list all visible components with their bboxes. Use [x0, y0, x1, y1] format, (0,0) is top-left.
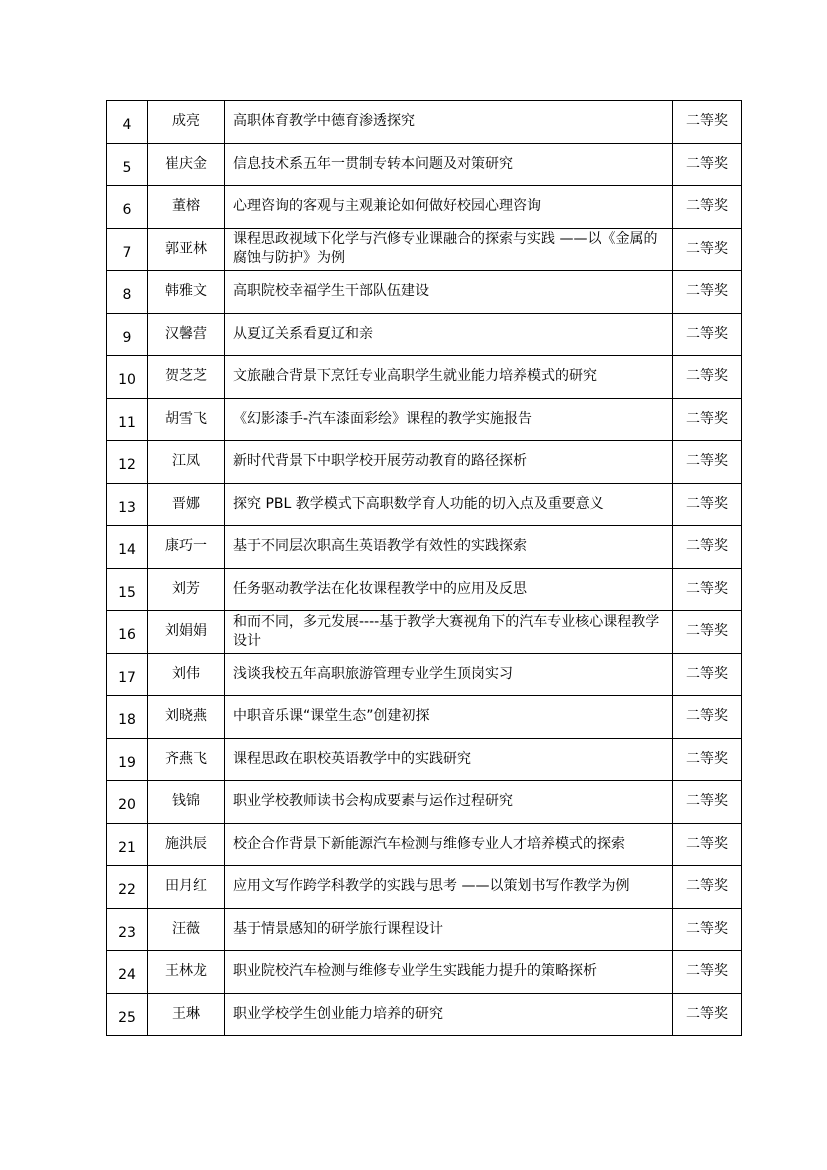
- award-level: 二等奖: [686, 878, 728, 895]
- paper-title: 高职院校幸福学生干部队伍建设: [233, 283, 429, 300]
- row-number: 23: [118, 924, 136, 941]
- award-level-cell: [673, 781, 742, 824]
- paper-title: 探究 PBL 教学模式下高职数学育人功能的切入点及重要意义: [233, 495, 604, 512]
- paper-title: 职业学校学生创业能力培养的研究: [233, 1005, 443, 1022]
- author-name: 贺芝芝: [165, 368, 207, 385]
- author-name: 胡雪飞: [165, 410, 207, 427]
- author-name-cell: [148, 866, 225, 909]
- paper-title-cell: [225, 611, 673, 654]
- row-number-cell: [107, 186, 148, 229]
- author-name: 汉馨营: [165, 325, 207, 342]
- author-name-cell: [148, 823, 225, 866]
- award-level: 二等奖: [686, 325, 728, 342]
- paper-title-cell: [225, 993, 673, 1036]
- row-number: 22: [118, 882, 136, 899]
- paper-title-cell: [225, 483, 673, 526]
- paper-title: 新时代背景下中职学校开展劳动教育的路径探析: [233, 453, 527, 470]
- paper-title: 《幻影漆手-汽车漆面彩绘》课程的教学实施报告: [233, 410, 533, 427]
- table-row: [107, 653, 742, 696]
- row-number: 16: [118, 627, 136, 644]
- award-level: 二等奖: [686, 623, 728, 640]
- paper-title-cell: [225, 738, 673, 781]
- author-name-cell: [148, 653, 225, 696]
- author-name-cell: [148, 186, 225, 229]
- row-number-cell: [107, 228, 148, 271]
- table-row: [107, 441, 742, 484]
- table-row: [107, 993, 742, 1036]
- row-number: 10: [118, 372, 136, 389]
- award-level-cell: [673, 823, 742, 866]
- paper-title: 基于不同层次职高生英语教学有效性的实践探索: [233, 538, 527, 555]
- row-number: 8: [122, 287, 132, 304]
- award-level-cell: [673, 186, 742, 229]
- paper-title: 浅谈我校五年高职旅游管理专业学生顶岗实习: [233, 665, 513, 682]
- table-row: [107, 271, 742, 314]
- paper-title: 和而不同，多元发展----基于教学大赛视角下的汽车专业核心课程教学设计: [233, 613, 660, 649]
- author-name: 刘晓燕: [165, 708, 207, 725]
- award-level: 二等奖: [686, 920, 728, 937]
- paper-title-cell: [225, 696, 673, 739]
- author-name-cell: [148, 356, 225, 399]
- author-name: 齐燕飞: [165, 750, 207, 767]
- award-level: 二等奖: [686, 113, 728, 130]
- row-number: 19: [118, 754, 136, 771]
- table-row: [107, 568, 742, 611]
- row-number-cell: [107, 611, 148, 654]
- author-name: 王琳: [172, 1005, 200, 1022]
- table-row: [107, 143, 742, 186]
- award-list-table: [106, 100, 742, 1036]
- award-level-cell: [673, 653, 742, 696]
- award-level-cell: [673, 441, 742, 484]
- author-name: 田月红: [165, 878, 207, 895]
- paper-title: 心理咨询的客观与主观兼论如何做好校园心理咨询: [233, 198, 541, 215]
- author-name-cell: [148, 228, 225, 271]
- author-name-cell: [148, 313, 225, 356]
- award-level: 二等奖: [686, 665, 728, 682]
- paper-title-cell: [225, 271, 673, 314]
- author-name: 董榕: [172, 198, 200, 215]
- paper-title-cell: [225, 951, 673, 994]
- paper-title-cell: [225, 568, 673, 611]
- row-number: 14: [118, 542, 136, 559]
- row-number-cell: [107, 101, 148, 144]
- paper-title: 应用文写作跨学科教学的实践与思考 ——以策划书写作教学为例: [233, 878, 630, 895]
- row-number-cell: [107, 781, 148, 824]
- table-row: [107, 483, 742, 526]
- author-name: 晋娜: [172, 495, 200, 512]
- paper-title-cell: [225, 356, 673, 399]
- row-number-cell: [107, 738, 148, 781]
- table-row: [107, 526, 742, 569]
- paper-title-cell: [225, 398, 673, 441]
- paper-title-cell: [225, 228, 673, 271]
- row-number-cell: [107, 526, 148, 569]
- paper-title-cell: [225, 823, 673, 866]
- table-row: [107, 951, 742, 994]
- row-number: 21: [118, 839, 136, 856]
- author-name-cell: [148, 101, 225, 144]
- author-name-cell: [148, 611, 225, 654]
- row-number-cell: [107, 313, 148, 356]
- author-name: 刘伟: [172, 665, 200, 682]
- row-number: 24: [118, 967, 136, 984]
- table-row: [107, 611, 742, 654]
- author-name: 江凤: [172, 453, 200, 470]
- award-level-cell: [673, 696, 742, 739]
- row-number: 6: [122, 202, 132, 219]
- award-level-cell: [673, 993, 742, 1036]
- paper-title: 中职音乐课“课堂生态”创建初探: [233, 708, 430, 725]
- paper-title-cell: [225, 143, 673, 186]
- paper-title: 课程思政视域下化学与汽修专业课融合的探索与实践 ——以《金属的腐蚀与防护》为例: [233, 231, 658, 267]
- row-number: 17: [118, 669, 136, 686]
- paper-title: 从夏辽关系看夏辽和亲: [233, 325, 373, 342]
- award-level-cell: [673, 951, 742, 994]
- table-row: [107, 823, 742, 866]
- table-row: [107, 313, 742, 356]
- award-level: 二等奖: [686, 580, 728, 597]
- award-level-cell: [673, 313, 742, 356]
- row-number-cell: [107, 823, 148, 866]
- award-level-cell: [673, 143, 742, 186]
- row-number: 5: [122, 159, 132, 176]
- author-name-cell: [148, 781, 225, 824]
- row-number-cell: [107, 696, 148, 739]
- paper-title-cell: [225, 866, 673, 909]
- author-name: 成亮: [172, 113, 200, 130]
- paper-title-cell: [225, 441, 673, 484]
- paper-title: 校企合作背景下新能源汽车检测与维修专业人才培养模式的探索: [233, 835, 625, 852]
- award-level-cell: [673, 568, 742, 611]
- paper-title-cell: [225, 526, 673, 569]
- award-level-cell: [673, 611, 742, 654]
- paper-title: 基于情景感知的研学旅行课程设计: [233, 920, 443, 937]
- author-name-cell: [148, 526, 225, 569]
- award-level-cell: [673, 526, 742, 569]
- table-row: [107, 101, 742, 144]
- award-level: 二等奖: [686, 1005, 728, 1022]
- author-name: 施洪辰: [165, 835, 207, 852]
- row-number-cell: [107, 568, 148, 611]
- award-level: 二等奖: [686, 368, 728, 385]
- row-number-cell: [107, 398, 148, 441]
- author-name: 汪薇: [172, 920, 200, 937]
- row-number-cell: [107, 143, 148, 186]
- author-name-cell: [148, 908, 225, 951]
- paper-title: 信息技术系五年一贯制专转本问题及对策研究: [233, 155, 513, 172]
- row-number: 11: [118, 414, 136, 431]
- author-name: 王林龙: [165, 963, 207, 980]
- author-name-cell: [148, 441, 225, 484]
- row-number-cell: [107, 271, 148, 314]
- author-name-cell: [148, 271, 225, 314]
- table-row: [107, 866, 742, 909]
- award-level: 二等奖: [686, 155, 728, 172]
- row-number-cell: [107, 993, 148, 1036]
- award-level: 二等奖: [686, 495, 728, 512]
- paper-title: 文旅融合背景下烹饪专业高职学生就业能力培养模式的研究: [233, 368, 597, 385]
- table-row: [107, 356, 742, 399]
- author-name: 韩雅文: [165, 283, 207, 300]
- award-level: 二等奖: [686, 835, 728, 852]
- paper-title-cell: [225, 313, 673, 356]
- row-number: 15: [118, 584, 136, 601]
- row-number: 20: [118, 797, 136, 814]
- author-name-cell: [148, 738, 225, 781]
- award-level-cell: [673, 356, 742, 399]
- table-row: [107, 738, 742, 781]
- row-number-cell: [107, 951, 148, 994]
- author-name: 刘芳: [172, 580, 200, 597]
- row-number-cell: [107, 866, 148, 909]
- award-level-cell: [673, 271, 742, 314]
- award-list-body: [107, 101, 742, 1036]
- paper-title: 职业院校汽车检测与维修专业学生实践能力提升的策略探析: [233, 963, 597, 980]
- table-row: [107, 398, 742, 441]
- row-number: 25: [118, 1009, 136, 1026]
- author-name-cell: [148, 696, 225, 739]
- paper-title-cell: [225, 101, 673, 144]
- table-row: [107, 186, 742, 229]
- award-level: 二等奖: [686, 453, 728, 470]
- award-level-cell: [673, 908, 742, 951]
- paper-title-cell: [225, 781, 673, 824]
- row-number: 18: [118, 712, 136, 729]
- award-level: 二等奖: [686, 198, 728, 215]
- table-row: [107, 228, 742, 271]
- paper-title-cell: [225, 908, 673, 951]
- award-level-cell: [673, 398, 742, 441]
- award-level: 二等奖: [686, 240, 728, 257]
- award-level: 二等奖: [686, 708, 728, 725]
- row-number: 7: [122, 244, 132, 261]
- award-level: 二等奖: [686, 963, 728, 980]
- award-level-cell: [673, 483, 742, 526]
- author-name-cell: [148, 993, 225, 1036]
- author-name: 钱锦: [172, 793, 200, 810]
- award-level: 二等奖: [686, 410, 728, 427]
- row-number: 9: [122, 329, 132, 346]
- row-number: 13: [118, 499, 136, 516]
- author-name: 康巧一: [165, 538, 207, 555]
- author-name: 崔庆金: [165, 155, 207, 172]
- table-row: [107, 696, 742, 739]
- author-name-cell: [148, 568, 225, 611]
- author-name-cell: [148, 483, 225, 526]
- award-level: 二等奖: [686, 750, 728, 767]
- row-number-cell: [107, 908, 148, 951]
- paper-title: 任务驱动教学法在化妆课程教学中的应用及反思: [233, 580, 527, 597]
- award-level: 二等奖: [686, 793, 728, 810]
- award-level: 二等奖: [686, 283, 728, 300]
- author-name: 郭亚林: [165, 240, 207, 257]
- author-name: 刘娟娟: [165, 623, 207, 640]
- author-name-cell: [148, 951, 225, 994]
- paper-title: 课程思政在职校英语教学中的实践研究: [233, 750, 471, 767]
- row-number-cell: [107, 483, 148, 526]
- author-name-cell: [148, 143, 225, 186]
- award-level-cell: [673, 228, 742, 271]
- paper-title: 高职体育教学中德育渗透探究: [233, 113, 415, 130]
- award-level-cell: [673, 738, 742, 781]
- row-number-cell: [107, 653, 148, 696]
- row-number-cell: [107, 356, 148, 399]
- award-level-cell: [673, 101, 742, 144]
- author-name-cell: [148, 398, 225, 441]
- award-level: 二等奖: [686, 538, 728, 555]
- row-number-cell: [107, 441, 148, 484]
- paper-title-cell: [225, 186, 673, 229]
- table-row: [107, 908, 742, 951]
- row-number: 12: [118, 457, 136, 474]
- award-level-cell: [673, 866, 742, 909]
- paper-title-cell: [225, 653, 673, 696]
- paper-title: 职业学校教师读书会构成要素与运作过程研究: [233, 793, 513, 810]
- row-number: 4: [122, 117, 132, 134]
- table-row: [107, 781, 742, 824]
